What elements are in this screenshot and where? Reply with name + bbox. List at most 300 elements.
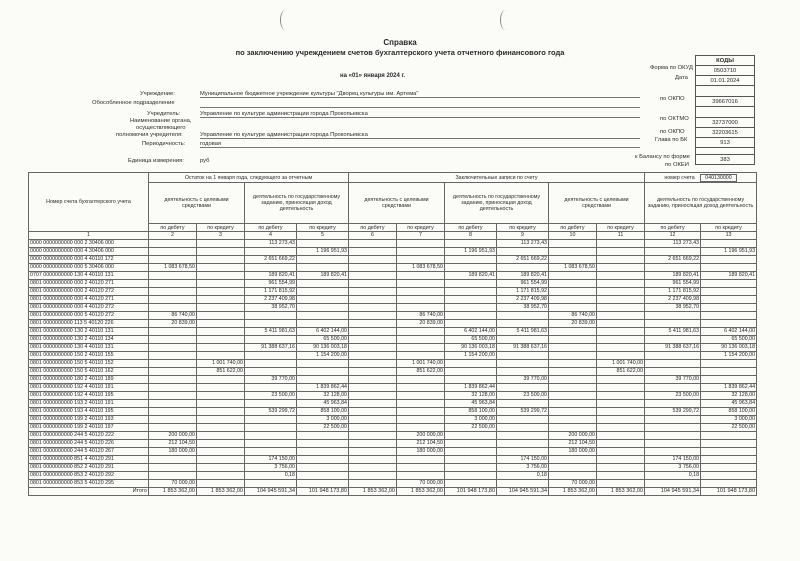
amount-cell <box>149 424 197 432</box>
amount-cell: 38 952,70 <box>497 304 549 312</box>
institution-label: Учреждение: <box>140 91 175 97</box>
amount-cell <box>597 424 645 432</box>
amount-cell <box>245 384 297 392</box>
amount-cell <box>245 480 297 488</box>
table-row <box>29 304 757 312</box>
amount-cell <box>445 368 497 376</box>
amount-cell <box>445 280 497 288</box>
amount-cell <box>397 328 445 336</box>
amount-cell: 3 756,00 <box>645 464 701 472</box>
account-number-cell: 0801 0000000000 199 2 40110 197 <box>29 424 149 432</box>
amount-cell <box>349 384 397 392</box>
account-number-cell: 0801 0000000000 193 2 40110 191 <box>29 400 149 408</box>
total-amount-cell: 101 948 173,80 <box>445 488 497 496</box>
amount-cell <box>197 424 245 432</box>
amount-cell <box>445 304 497 312</box>
amount-cell: 90 136 003,18 <box>701 344 757 352</box>
amount-cell: 1 171 815,92 <box>497 288 549 296</box>
amount-cell <box>149 376 197 384</box>
amount-cell: 1 083 678,50 <box>149 264 197 272</box>
table-row <box>29 280 757 288</box>
amount-cell <box>701 432 757 440</box>
amount-cell <box>149 416 197 424</box>
amount-cell <box>701 440 757 448</box>
amount-cell <box>149 304 197 312</box>
founder-value: Управление по культуре администрации города Прокопьевска <box>200 111 640 118</box>
amount-cell <box>497 448 549 456</box>
amount-cell <box>349 392 397 400</box>
account-number-cell: 0801 0000000000 192 4 40110 195 <box>29 392 149 400</box>
amount-cell <box>597 272 645 280</box>
account-number-cell: 0000 0000000000 000 2 30406 000 <box>29 240 149 248</box>
amount-cell: 1 001 740,00 <box>197 360 245 368</box>
amount-cell <box>549 376 597 384</box>
amount-cell <box>149 384 197 392</box>
header-debit: по дебету <box>549 224 597 232</box>
amount-cell <box>497 336 549 344</box>
amount-cell: 961 554,99 <box>645 280 701 288</box>
amount-cell <box>197 480 245 488</box>
amount-cell <box>645 360 701 368</box>
header-target-a: деятельность с целевыми средствами <box>149 183 245 224</box>
table-row <box>29 296 757 304</box>
amount-cell <box>445 296 497 304</box>
amount-cell: 113 273,43 <box>497 240 549 248</box>
record-no-value: 040130000 <box>700 174 737 182</box>
table-row <box>29 456 757 464</box>
code-oktmo: 32737000 <box>696 118 755 128</box>
amount-cell <box>497 440 549 448</box>
amount-cell: 2 237 409,98 <box>645 296 701 304</box>
amount-cell <box>645 248 701 256</box>
period-value: годовая <box>200 141 640 148</box>
amount-cell: 23 500,00 <box>245 392 297 400</box>
amount-cell <box>149 456 197 464</box>
amount-cell <box>349 288 397 296</box>
header-debit: по дебету <box>149 224 197 232</box>
amount-cell: 189 820,41 <box>497 272 549 280</box>
amount-cell <box>245 400 297 408</box>
amount-cell <box>149 392 197 400</box>
header-closing: Заключительные записи по счету <box>349 173 645 183</box>
amount-cell <box>597 304 645 312</box>
organ-label-1: Наименование органа, <box>130 118 192 124</box>
hole-punch-mark <box>500 10 511 30</box>
amount-cell <box>245 368 297 376</box>
header-debit: по дебету <box>645 224 701 232</box>
amount-cell <box>549 344 597 352</box>
amount-cell <box>349 440 397 448</box>
amount-cell <box>497 424 549 432</box>
amount-cell <box>701 240 757 248</box>
amount-cell <box>349 320 397 328</box>
amount-cell: 1 839 862,44 <box>445 384 497 392</box>
amount-cell: 1 196 951,93 <box>297 248 349 256</box>
amount-cell <box>597 400 645 408</box>
total-amount-cell: 104 945 591,34 <box>245 488 297 496</box>
amount-cell <box>197 448 245 456</box>
amount-cell <box>549 424 597 432</box>
codes-label-okpo-2: по ОКПО <box>660 129 685 135</box>
amount-cell <box>645 368 701 376</box>
amount-cell <box>349 264 397 272</box>
amount-cell <box>245 336 297 344</box>
unit-label: Единица измерения: <box>128 158 184 164</box>
amount-cell: 65 500,00 <box>701 336 757 344</box>
amount-cell <box>497 360 549 368</box>
amount-cell <box>349 360 397 368</box>
account-number-cell: 0801 0000000000 130 4 40110 131 <box>29 344 149 352</box>
amount-cell <box>701 288 757 296</box>
amount-cell <box>197 400 245 408</box>
amount-cell <box>445 264 497 272</box>
amount-cell <box>497 312 549 320</box>
amount-cell: 212 104,50 <box>549 440 597 448</box>
amount-cell <box>645 312 701 320</box>
amount-cell <box>597 256 645 264</box>
amount-cell: 45 963,84 <box>701 400 757 408</box>
column-number: 3 <box>197 232 245 240</box>
codes-label-bk: Глава по БК <box>655 137 688 143</box>
amount-cell <box>549 368 597 376</box>
amount-cell: 1 001 740,00 <box>597 360 645 368</box>
amount-cell <box>549 392 597 400</box>
amount-cell <box>397 272 445 280</box>
amount-cell: 1 083 678,50 <box>549 264 597 272</box>
amount-cell <box>701 448 757 456</box>
amount-cell: 539 299,72 <box>645 408 701 416</box>
table-row <box>29 368 757 376</box>
amount-cell <box>597 472 645 480</box>
amount-cell <box>197 288 245 296</box>
amount-cell <box>149 272 197 280</box>
amount-cell: 1 839 862,44 <box>701 384 757 392</box>
amount-cell <box>297 440 349 448</box>
amount-cell <box>349 256 397 264</box>
codes-label-balance: к Балансу по форме <box>635 154 690 160</box>
unit-value: руб <box>200 158 210 164</box>
amount-cell <box>197 280 245 288</box>
organ-label-2: осуществляющего <box>136 125 186 131</box>
table-row <box>29 264 757 272</box>
total-amount-cell: 101 948 173,80 <box>297 488 349 496</box>
amount-cell <box>245 416 297 424</box>
amount-cell <box>349 424 397 432</box>
amount-cell <box>445 432 497 440</box>
amount-cell <box>197 464 245 472</box>
amount-cell <box>497 416 549 424</box>
amount-cell <box>549 328 597 336</box>
amount-cell: 32 128,00 <box>701 392 757 400</box>
amount-cell <box>297 368 349 376</box>
amount-cell: 90 136 003,18 <box>297 344 349 352</box>
column-number: 11 <box>597 232 645 240</box>
amount-cell <box>245 440 297 448</box>
amount-cell: 0,18 <box>245 472 297 480</box>
amount-cell <box>297 288 349 296</box>
amount-cell: 180 000,00 <box>549 448 597 456</box>
amount-cell: 38 952,70 <box>245 304 297 312</box>
amount-cell <box>197 456 245 464</box>
amount-cell: 22 500,00 <box>445 424 497 432</box>
codes-box <box>695 55 755 165</box>
account-number-cell: 0000 0000000000 000 4 40110 172 <box>29 256 149 264</box>
amount-cell <box>349 448 397 456</box>
amount-cell <box>445 440 497 448</box>
amount-cell <box>701 320 757 328</box>
amount-cell: 38 952,70 <box>645 304 701 312</box>
amount-cell <box>349 336 397 344</box>
amount-cell <box>549 256 597 264</box>
amount-cell <box>549 248 597 256</box>
column-number: 10 <box>549 232 597 240</box>
amount-cell <box>397 392 445 400</box>
table-row <box>29 472 757 480</box>
amount-cell <box>597 376 645 384</box>
amount-cell <box>397 408 445 416</box>
amount-cell <box>597 440 645 448</box>
amount-cell <box>549 240 597 248</box>
amount-cell <box>549 288 597 296</box>
amount-cell <box>349 280 397 288</box>
code-okpo-2: 32203615 <box>696 128 755 138</box>
amount-cell <box>645 480 701 488</box>
column-number: 5 <box>297 232 349 240</box>
amount-cell <box>197 472 245 480</box>
amount-cell <box>597 320 645 328</box>
amount-cell: 180 000,00 <box>397 448 445 456</box>
amount-cell <box>197 328 245 336</box>
amount-cell: 90 136 003,18 <box>445 344 497 352</box>
amount-cell <box>197 240 245 248</box>
amount-cell <box>197 256 245 264</box>
column-number: 2 <box>149 232 197 240</box>
amount-cell <box>397 304 445 312</box>
amount-cell <box>597 344 645 352</box>
amount-cell: 212 104,50 <box>149 440 197 448</box>
account-number-cell: 0801 0000000000 130 2 40110 131 <box>29 328 149 336</box>
amount-cell <box>245 248 297 256</box>
total-label: Итого <box>29 488 149 496</box>
amount-cell <box>349 240 397 248</box>
amount-cell <box>197 376 245 384</box>
amount-cell <box>549 416 597 424</box>
amount-cell: 2 651 669,22 <box>497 256 549 264</box>
amount-cell <box>349 368 397 376</box>
amount-cell <box>349 312 397 320</box>
amount-cell: 3 000,00 <box>701 416 757 424</box>
amount-cell: 20 839,00 <box>397 320 445 328</box>
amount-cell: 6 402 144,00 <box>701 328 757 336</box>
amount-cell <box>397 280 445 288</box>
amount-cell: 1 154 200,00 <box>297 352 349 360</box>
amount-cell <box>549 408 597 416</box>
codes-label-okud: Форма по ОКУД <box>650 65 693 71</box>
amount-cell <box>497 480 549 488</box>
amount-cell <box>597 280 645 288</box>
amount-cell <box>445 456 497 464</box>
amount-cell <box>597 392 645 400</box>
amount-cell <box>149 240 197 248</box>
codes-label-date: Дата <box>675 75 688 81</box>
table-row <box>29 448 757 456</box>
amount-cell <box>597 248 645 256</box>
amount-cell: 2 237 409,98 <box>497 296 549 304</box>
table-row <box>29 352 757 360</box>
table-row <box>29 392 757 400</box>
table-row <box>29 344 757 352</box>
amount-cell <box>349 408 397 416</box>
amount-cell <box>645 432 701 440</box>
header-target-b: деятельность с целевыми средствами <box>349 183 445 224</box>
amount-cell: 858 100,00 <box>701 408 757 416</box>
code-okei: 383 <box>696 155 755 165</box>
amount-cell <box>297 264 349 272</box>
amount-cell <box>549 384 597 392</box>
table-row <box>29 480 757 488</box>
amount-cell <box>445 376 497 384</box>
amount-cell <box>645 400 701 408</box>
amount-cell <box>197 336 245 344</box>
amount-cell <box>245 432 297 440</box>
amount-cell <box>245 360 297 368</box>
amount-cell: 70 000,00 <box>549 480 597 488</box>
amount-cell <box>297 456 349 464</box>
table-row <box>29 400 757 408</box>
amount-cell <box>645 448 701 456</box>
amount-cell: 858 100,00 <box>297 408 349 416</box>
amount-cell: 20 839,00 <box>549 320 597 328</box>
amount-cell <box>497 368 549 376</box>
amount-cell: 2 237 409,98 <box>245 296 297 304</box>
table-row <box>29 256 757 264</box>
amount-cell <box>245 320 297 328</box>
codes-label-okpo: по ОКПО <box>660 96 685 102</box>
amount-cell <box>197 304 245 312</box>
amount-cell: 70 000,00 <box>149 480 197 488</box>
amount-cell <box>245 448 297 456</box>
table-row <box>29 440 757 448</box>
amount-cell: 91 388 637,16 <box>245 344 297 352</box>
amount-cell: 3 000,00 <box>297 416 349 424</box>
amount-cell: 1 171 815,92 <box>245 288 297 296</box>
table-row <box>29 312 757 320</box>
amount-cell: 851 622,00 <box>597 368 645 376</box>
accounts-table <box>28 172 757 496</box>
period-label: Периодичность: <box>142 141 186 147</box>
total-amount-cell: 1 853 362,00 <box>349 488 397 496</box>
column-number: 7 <box>397 232 445 240</box>
amount-cell <box>445 312 497 320</box>
amount-cell <box>701 296 757 304</box>
header-gov-c: деятельность по государственному заданию, приносящая доход деятельность <box>645 183 757 224</box>
amount-cell: 200 000,00 <box>549 432 597 440</box>
amount-cell <box>701 472 757 480</box>
codes-label-okei: по ОКЕИ <box>665 162 689 168</box>
amount-cell <box>645 384 701 392</box>
amount-cell: 3 756,00 <box>497 464 549 472</box>
amount-cell <box>645 264 701 272</box>
amount-cell <box>497 400 549 408</box>
codes-title: КОДЫ <box>696 56 755 66</box>
amount-cell <box>445 256 497 264</box>
amount-cell: 1 154 200,00 <box>445 352 497 360</box>
amount-cell <box>445 480 497 488</box>
amount-cell: 6 402 144,00 <box>297 328 349 336</box>
total-amount-cell: 104 945 591,34 <box>645 488 701 496</box>
amount-cell <box>149 336 197 344</box>
header-debit: по дебету <box>445 224 497 232</box>
amount-cell: 86 740,00 <box>549 312 597 320</box>
amount-cell <box>149 360 197 368</box>
code-empty <box>696 86 755 97</box>
amount-cell <box>349 376 397 384</box>
amount-cell <box>645 352 701 360</box>
amount-cell <box>497 432 549 440</box>
amount-cell <box>149 352 197 360</box>
account-number-cell: 0801 0000000000 852 2 40120 291 <box>29 464 149 472</box>
amount-cell <box>597 384 645 392</box>
amount-cell <box>445 360 497 368</box>
amount-cell: 851 622,00 <box>197 368 245 376</box>
amount-cell <box>349 344 397 352</box>
amount-cell <box>597 264 645 272</box>
header-gov-b: деятельность по государственному заданию, приносящая доход деятельность <box>445 183 549 224</box>
amount-cell <box>297 296 349 304</box>
amount-cell <box>397 464 445 472</box>
amount-cell: 2 651 669,22 <box>245 256 297 264</box>
amount-cell <box>701 264 757 272</box>
amount-cell <box>701 256 757 264</box>
table-row <box>29 424 757 432</box>
amount-cell <box>597 448 645 456</box>
total-amount-cell: 1 853 362,00 <box>149 488 197 496</box>
column-number: 8 <box>445 232 497 240</box>
amount-cell <box>149 408 197 416</box>
amount-cell: 45 963,84 <box>445 400 497 408</box>
amount-cell: 180 000,00 <box>149 448 197 456</box>
amount-cell <box>197 248 245 256</box>
amount-cell <box>597 480 645 488</box>
amount-cell: 5 411 981,63 <box>245 328 297 336</box>
amount-cell <box>445 464 497 472</box>
header-credit: по кредиту <box>497 224 549 232</box>
amount-cell <box>245 424 297 432</box>
amount-cell: 174 150,00 <box>645 456 701 464</box>
amount-cell <box>397 400 445 408</box>
column-number: 12 <box>645 232 701 240</box>
account-number-cell: 0801 0000000000 000 4 40120 271 <box>29 296 149 304</box>
amount-cell <box>597 416 645 424</box>
division-label: Обособленное подразделение <box>92 100 175 106</box>
amount-cell <box>549 352 597 360</box>
amount-cell: 32 128,00 <box>297 392 349 400</box>
table-row <box>29 320 757 328</box>
table-row <box>29 408 757 416</box>
amount-cell <box>597 328 645 336</box>
amount-cell <box>197 264 245 272</box>
amount-cell <box>197 416 245 424</box>
amount-cell <box>197 408 245 416</box>
hole-punch-mark <box>280 10 291 30</box>
amount-cell: 65 500,00 <box>297 336 349 344</box>
table-row <box>29 336 757 344</box>
column-number: 9 <box>497 232 549 240</box>
amount-cell <box>397 344 445 352</box>
amount-cell: 1 154 200,00 <box>701 352 757 360</box>
amount-cell <box>149 280 197 288</box>
amount-cell <box>297 464 349 472</box>
